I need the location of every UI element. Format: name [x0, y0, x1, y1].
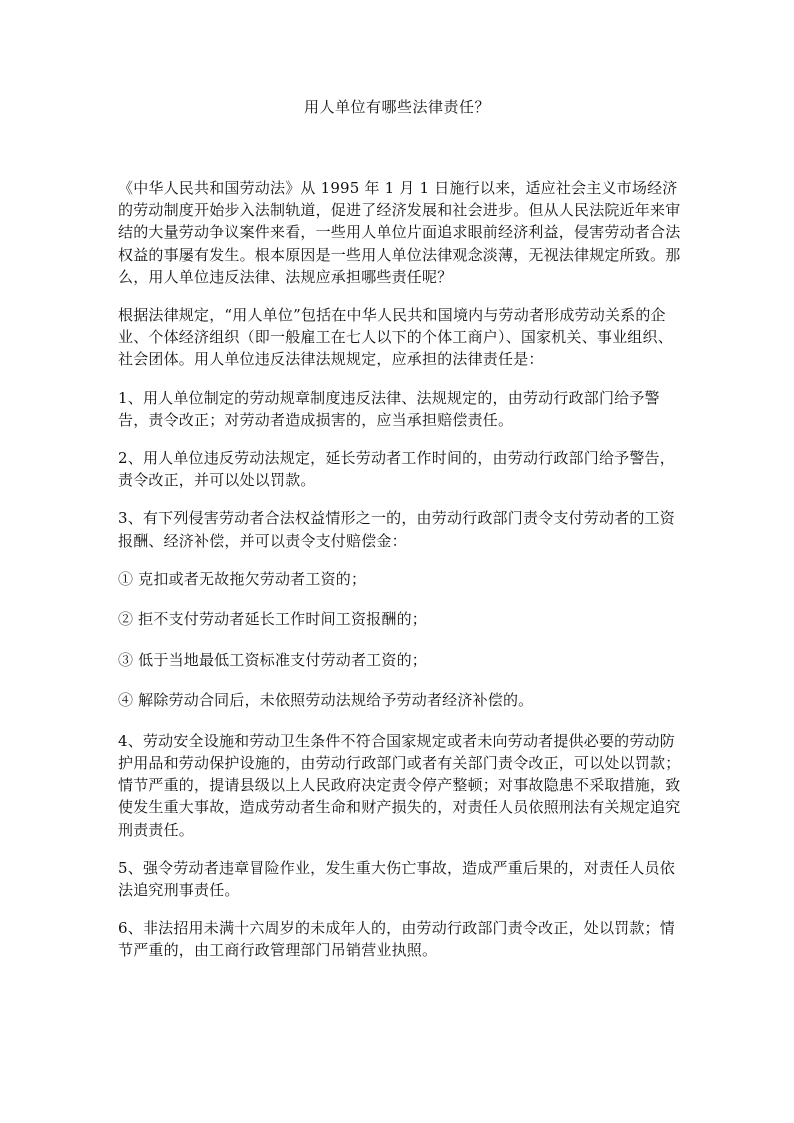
liability-item-4: 4、劳动安全设施和劳动卫生条件不符合国家规定或者未向劳动者提供必要的劳动防护用品和劳动保护设施的，由劳动行政部门或者有关部门责令改正，可以处以罚款；情节严重的，提请县级以上人民政府决定责令停产整顿；对事故隐患不采取措施，致使发生重大事故，造成劳动者生命和财产损失的，对责任人员依照刑法有关规定追究刑责责任。 [118, 731, 681, 839]
liability-item-5: 5、强令劳动者违章冒险作业，发生重大伤亡事故，造成严重后果的，对责任人员依法追究刑事责任。 [118, 858, 675, 900]
liability-item-6: 6、非法招用未满十六周岁的未成年人的，由劳动行政部门责令改正，处以罚款；情节严重的，由工商行政管理部门吊销营业执照。 [118, 919, 675, 960]
circled-item-3: ③ 低于当地最低工资标准支付劳动者工资的； [118, 650, 427, 669]
circled-item-1: ① 克扣或者无故拖欠劳动者工资的； [118, 569, 367, 588]
definition-paragraph: 根据法律规定，“用人单位”包括在中华人民共和国境内与劳动者形成劳动关系的企业、个体经济组织（即一般雇工在七人以下的个体工商户）、国家机关、事业组织、社会团体。用人单位违反法律法规规定，应承担的法律责任是： [118, 306, 673, 369]
intro-paragraph: 《中华人民共和国劳动法》从 1995 年 1 月 1 日施行以来，适应社会主义市场经济的劳动制度开始步入法制轨道，促进了经济发展和社会进步。但从人民法院近年来审结的大量劳动争议案件来看，一些用人单位片面追求眼前经济利益，侵害劳动者合法权益的事屡有发生。根本原因是一些用人单位法律观念淡薄，无视法律规定所致。那么，用人单位违反法律、法规应承担哪些责任呢？ [118, 179, 681, 286]
liability-item-3: 3、有下列侵害劳动者合法权益情形之一的，由劳动行政部门责令支付劳动者的工资报酬、经济补偿，并可以责令支付赔偿金： [118, 509, 675, 550]
liability-item-2: 2、用人单位违反劳动法规定，延长劳动者工作时间的，由劳动行政部门给予警告，责令改正，并可以处以罚款。 [118, 449, 675, 490]
circled-item-2: ② 拒不支付劳动者延长工作时间工资报酬的； [118, 610, 427, 629]
liability-item-1: 1、用人单位制定的劳动规章制度违反法律、法规规定的，由劳动行政部门给予警告，责令改正；对劳动者造成损害的，应当承担赔偿责任。 [118, 388, 660, 429]
circled-item-4: ④ 解除劳动合同后，未依照劳动法规给予劳动者经济补偿的。 [118, 691, 534, 710]
document-body [118, 177, 684, 978]
document-title: 用人单位有哪些法律责任？ [303, 98, 490, 116]
